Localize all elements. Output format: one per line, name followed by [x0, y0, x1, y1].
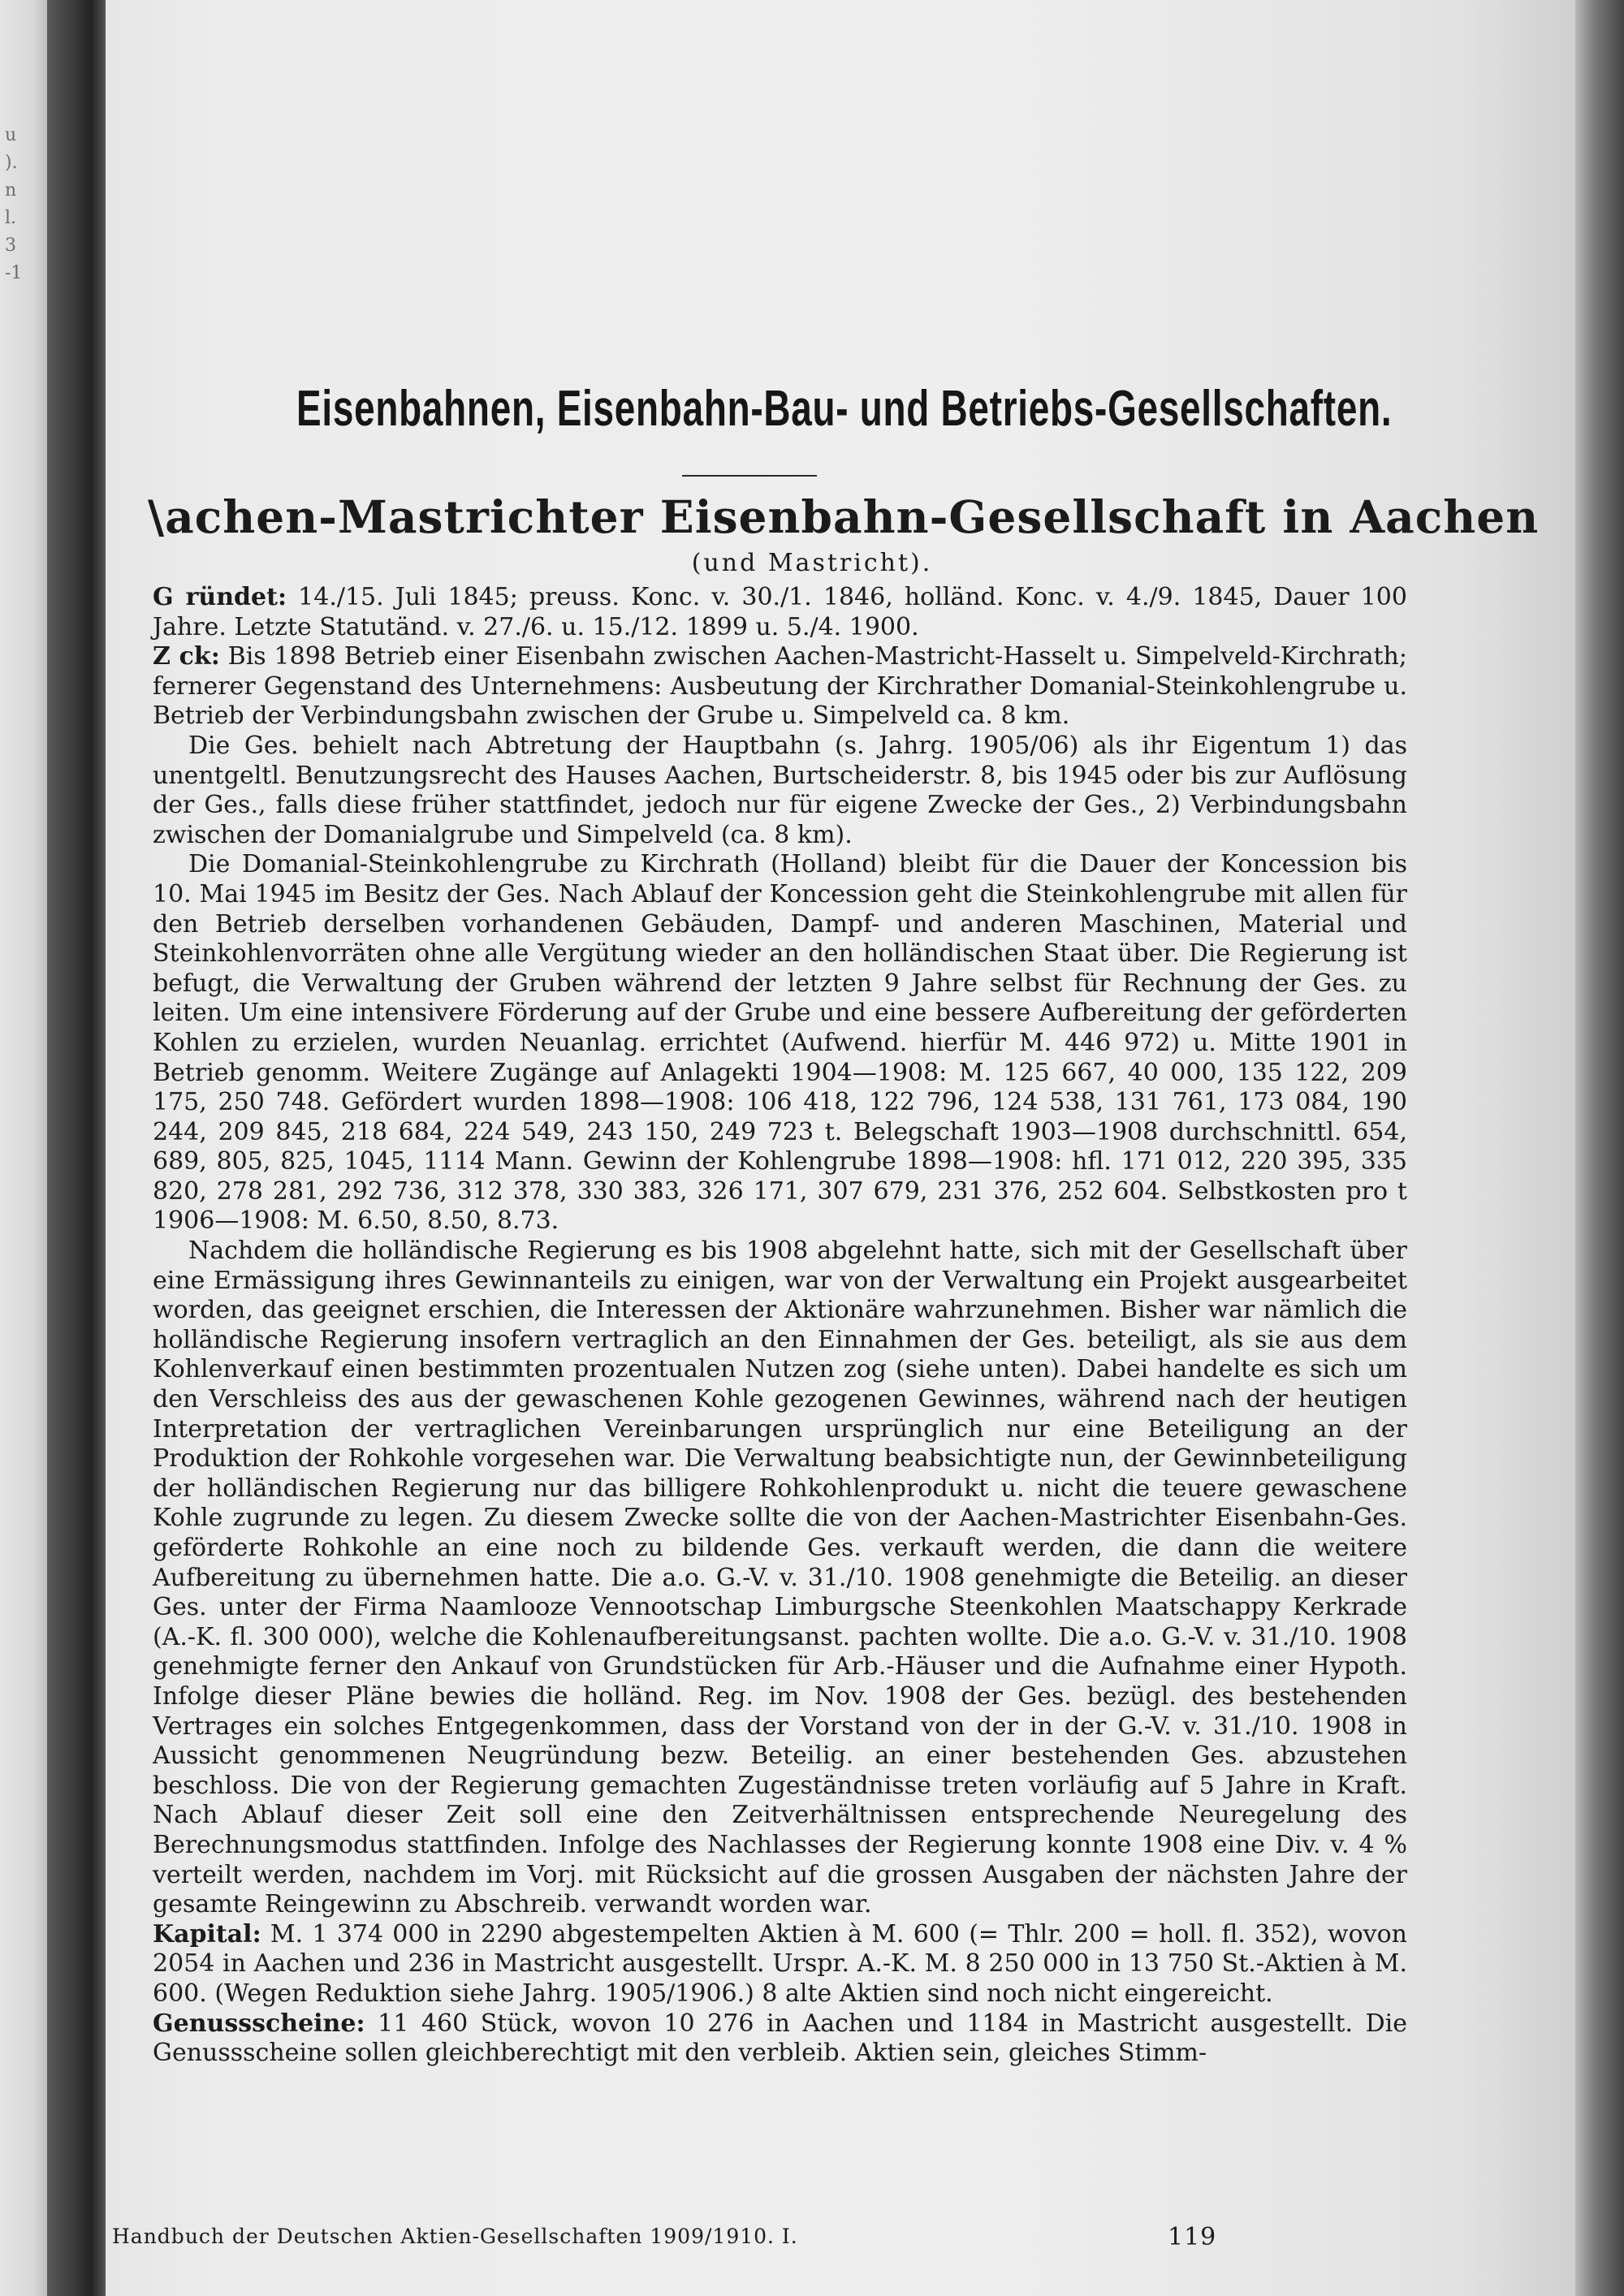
side-mark: -1	[5, 263, 23, 283]
purpose-text: Bis 1898 Betrieb einer Eisenbahn zwischen Aachen-Mastricht-Hasselt u. Simpelveld-Kirchrath; fernerer Gegenstand des Unternehmens: Ausbeutung der Kirchrather Domanial-Steinkohlengrube u. Betrieb der Verbindungsbahn zwischen der Grube u. Simpelveld ca. 8 km.	[153, 642, 1407, 731]
book-spine-shadow	[47, 0, 106, 2296]
capital-entry	[153, 1920, 1407, 2009]
founded-label: G ründet:	[153, 583, 287, 611]
capital-text: M. 1 374 000 in 2290 abgestempelten Aktien à M. 600 (= Thlr. 200 = holl. fl. 352), wovon 2054 in Aachen und 236 in Mastricht ausgestellt. Urspr. A.-K. M. 8 250 000 in 13 750 St.-Aktien à M. 600. (Wegen Reduktion siehe Jahrg. 1905/1906.) 8 alte Aktien sind noch nicht eingereicht.	[153, 1919, 1407, 2008]
purpose-entry	[153, 642, 1407, 732]
section-title: Eisenbahnen, Eisenbahn-Bau- und Betriebs-Gesellschaften.	[296, 381, 1393, 437]
paragraph: Die Ges. behielt nach Abtretung der Hauptbahn (s. Jahrg. 1905/06) als ihr Eigentum 1) das unentgeltl. Benutzungsrecht des Hauses Aachen, Burtscheiderstr. 8, bis 1945 oder bis zur Auflösung der Ges., falls diese früher stattfindet, jedoch nur für eigene Zwecke der Ges., 2) Verbindungsbahn zwischen der Domanialgrube und Simpelveld (ca. 8 km).	[153, 731, 1407, 849]
adjacent-page-strip	[0, 0, 47, 2296]
side-mark: n	[5, 180, 17, 201]
profit-shares-entry	[153, 2009, 1407, 2069]
side-mark: 3	[5, 235, 16, 256]
footer-source: Handbuch der Deutschen Aktien-Gesellschaften 1909/1910. I.	[112, 2225, 798, 2248]
paragraph: Die Domanial-Steinkohlengrube zu Kirchrath (Holland) bleibt für die Dauer der Koncession bis 10. Mai 1945 im Besitz der Ges. Nach Ablauf der Koncession geht die Steinkohlengrube mit allen für den Betrieb derselben vorhandenen Gebäuden, Dampf- und anderen Maschinen, Material und Steinkohlenvorräten ohne alle Vergütung wieder an den holländischen Staat über. Die Regierung ist befugt, die Verwaltung der Gruben während der letzten 9 Jahre selbst für Rechnung der Ges. zu leiten. Um eine intensivere Förderung auf der Grube und eine bessere Aufbereitung der geförderten Kohlen zu erzielen, wurden Neuanlag. errichtet (Aufwend. hierfür M. 446 972) u. Mitte 1901 in Betrieb genomm. Weitere Zugänge auf Anlagekti 1904—1908: M. 125 667, 40 000, 135 122, 209 175, 250 748. Gefördert wurden 1898—1908: 106 418, 122 796, 124 538, 131 761, 173 084, 190 244, 209 845, 218 684, 224 549, 243 150, 249 723 t. Belegschaft 1903—1908 durchschnittl. 654, 689, 805, 825, 1045, 1114 Mann. Gewinn der Kohlengrube 1898—1908: hfl. 171 012, 220 395, 335 820, 278 281, 292 736, 312 378, 330 383, 326 171, 307 679, 231 376, 252 604. Selbstkosten pro t 1906—1908: M. 6.50, 8.50, 8.73.	[153, 850, 1407, 1236]
article-body	[153, 583, 1407, 2069]
paragraph: Nachdem die holländische Regierung es bis 1908 abgelehnt hatte, sich mit der Gesellschaft über eine Ermässigung ihres Gewinnanteils zu einigen, war von der Verwaltung ein Projekt ausgearbeitet worden, das geeignet erschien, die Interessen der Aktionäre wahrzunehmen. Bisher war nämlich die holländische Regierung insofern vertraglich an den Einnahmen der Ges. beteiligt, als sie aus dem Kohlenverkauf einen bestimmten prozentualen Nutzen zog (siehe unten). Dabei handelte es sich um den Verschleiss des aus der gewaschenen Kohle gezogenen Gewinnes, während nach der heutigen Interpretation der vertraglichen Vereinbarungen ursprünglich nur eine Beteiligung an der Produktion der Rohkohle vorgesehen war. Die Verwaltung beabsichtigte nun, der Gewinnbeteiligung der holländischen Regierung nur das billigere Rohkohlenprodukt u. nicht die teuere gewaschene Kohle zugrunde zu legen. Zu diesem Zwecke sollte die von der Aachen-Mastrichter Eisenbahn-Ges. geförderte Rohkohle an eine noch zu bildende Ges. verkauft werden, die dann die weitere Aufbereitung zu übernehmen hatte. Die a.o. G.-V. v. 31./10. 1908 genehmigte die Beteilig. an dieser Ges. unter der Firma Naamlooze Vennootschap Limburgsche Steenkohlen Maatschappy Kerkrade (A.-K. fl. 300 000), welche die Kohlenaufbereitungsanst. pachten wollte. Die a.o. G.-V. v. 31./10. 1908 genehmigte ferner den Ankauf von Grundstücken für Arb.-Häuser und die Aufnahme einer Hypoth. Infolge dieser Pläne bewies die holländ. Reg. im Nov. 1908 der Ges. bezügl. des bestehenden Vertrages ein solches Entgegenkommen, dass der Vorstand von der in der G.-V. v. 31./10. 1908 in Aussicht genommenen Neugründung bezw. Beteilig. an einer bestehenden Ges. abzustehen beschloss. Die von der Regierung gemachten Zugeständnisse treten vorläufig auf 5 Jahre in Kraft. Nach Ablauf dieser Zeit soll eine den Zeitverhältnissen entsprechende Neuregelung des Berechnungsmodus stattfinden. Infolge des Nachlasses der Regierung konnte 1908 eine Div. v. 4 % verteilt werden, nachdem im Vorj. mit Rücksicht auf die grossen Ausgaben der nächsten Jahre der gesamte Reingewinn zu Abschreib. verwandt worden war.	[153, 1236, 1407, 1919]
founded-text: 14./15. Juli 1845; preuss. Konc. v. 30./1. 1846, holländ. Konc. v. 4./9. 1845, Dauer 100 Jahre. Letzte Statutänd. v. 27./6. u. 15./12. 1899 u. 5./4. 1900.	[153, 583, 1407, 641]
founded-entry	[153, 583, 1407, 642]
page-edge-shadow	[1575, 0, 1624, 2296]
company-subtitle-text: (und Mastricht).	[691, 549, 933, 577]
heading-divider	[682, 475, 817, 477]
page-number: 119	[1168, 2223, 1217, 2251]
profit-shares-label: Genussscheine:	[153, 2009, 365, 2038]
section-heading	[0, 380, 1624, 438]
side-mark: u	[5, 125, 17, 145]
side-mark: ).	[5, 153, 18, 173]
company-subtitle	[0, 549, 1624, 577]
company-title: \achen-Mastrichter Eisenbahn-Gesellschaft in Aachen	[148, 490, 1540, 543]
adjacent-page-marks	[5, 122, 37, 287]
capital-label: Kapital:	[153, 1919, 261, 1949]
purpose-label: Z ck:	[153, 642, 220, 671]
profit-shares-text: 11 460 Stück, wovon 10 276 in Aachen und 1184 in Mastricht ausgestellt. Die Genussscheine sollen gleichberechtigt mit den verbleib. Aktien sein, gleiches Stimm-	[153, 2009, 1407, 2068]
side-mark: l.	[5, 208, 17, 228]
